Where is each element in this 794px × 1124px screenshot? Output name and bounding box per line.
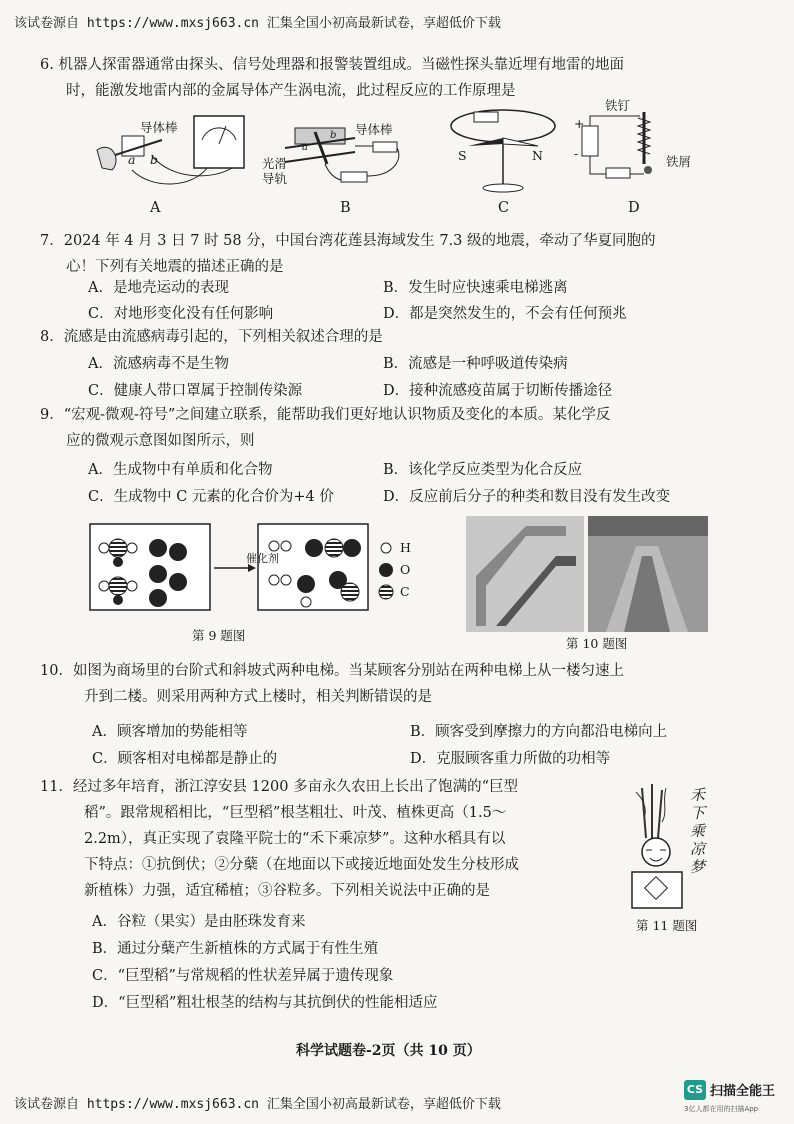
q6-fig-b-rail-label-2: 导轨 <box>262 171 288 186</box>
q11-option-c[interactable]: C．“巨型稻”与常规稻的性状差异属于遗传现象 <box>92 968 394 984</box>
q9-catalyst-label: 催化剂 <box>246 552 279 565</box>
q9-stem-line2: 应的微观示意图如图所示，则 <box>66 433 255 449</box>
q9-option-d[interactable]: D．反应前后分子的种类和数目没有发生改变 <box>383 489 671 505</box>
q8-option-b[interactable]: B．流感是一种呼吸道传染病 <box>383 356 568 372</box>
q10-escalator-photos <box>466 516 708 632</box>
q10-option-b[interactable]: B．顾客受到摩擦力的方向都沿电梯向上 <box>410 724 668 740</box>
q7-option-b[interactable]: B．发生时应快速乘电梯逃离 <box>383 280 568 296</box>
source-banner-bottom: 该试卷源自 https://www.mxsj663.cn 汇集全国小初高最新试卷，享超低价下载 <box>14 1097 501 1112</box>
q10-caption: 第 10 题图 <box>566 636 628 651</box>
q11-option-b[interactable]: B．通过分蘖产生新植株的方式属于有性生殖 <box>92 941 379 957</box>
q6-fig-a-label-b: b <box>150 152 159 167</box>
legend-o-marker <box>379 563 393 577</box>
q6-fig-d-filings-label: 铁屑 <box>666 154 692 169</box>
q6-fig-b-rod-label: 导体棒 <box>355 122 393 137</box>
q11-stem-line1: 11．经过多年培育，浙江淳安县 1200 多亩永久农田上长出了饱满的“巨型 <box>40 779 518 795</box>
q6-fig-c-north: N <box>532 148 543 163</box>
q9-caption: 第 9 题图 <box>192 628 246 643</box>
q7-option-c[interactable]: C．对地形变化没有任何影响 <box>88 306 274 322</box>
q6-option-d-label: D <box>628 200 640 216</box>
q10-stem-line1: 10．如图为商场里的台阶式和斜坡式两种电梯。当某顾客分别站在两种电梯上从一楼匀速上 <box>40 663 624 679</box>
q9-option-c[interactable]: C．生成物中 C 元素的化合价为+4 价 <box>88 489 334 505</box>
poster-char-2: 下 <box>690 804 706 822</box>
q9-option-a[interactable]: A．生成物中有单质和化合物 <box>88 462 273 478</box>
q8-stem: 8．流感是由流感病毒引起的，下列相关叙述合理的是 <box>40 329 383 345</box>
q7-stem-line1: 7．2024 年 4 月 3 日 7 时 58 分，中国台湾花莲县海域发生 7.3 级的地震，牵动了华夏同胞的 <box>40 233 656 249</box>
scanner-brand-tagline: 3亿人都在用的扫描App <box>684 1105 759 1113</box>
q6-stem-line2: 时，能激发地雷内部的金属导体产生涡电流，此过程反应的工作原理是 <box>66 83 516 99</box>
q6-option-b-label: B <box>340 200 351 216</box>
q9-legend-c: C <box>400 584 410 599</box>
poster-char-3: 乘 <box>690 822 706 840</box>
q6-figure-d <box>572 108 672 190</box>
q11-caption: 第 11 题图 <box>636 918 698 933</box>
page-footer: 科学试题卷-2页（共 10 页） <box>296 1043 481 1059</box>
q6-fig-b-label-b: b <box>330 130 337 141</box>
q8-option-d[interactable]: D．接种流感疫苗属于切断传播途径 <box>383 383 613 399</box>
q6-fig-a-label-a: a <box>128 152 136 167</box>
q6-fig-c-south: S <box>458 148 467 163</box>
q6-fig-d-plus: + <box>574 116 585 131</box>
q11-stem-line5: 新植株）力强，适宜稀植；③谷粒多。下列相关说法中正确的是 <box>84 883 490 899</box>
q11-option-a[interactable]: A．谷粒（果实）是由胚珠发育来 <box>92 914 306 930</box>
scanner-logo-icon: CS <box>684 1080 706 1100</box>
q7-stem-line2: 心！下列有关地震的描述正确的是 <box>66 259 284 275</box>
q8-option-a[interactable]: A．流感病毒不是生物 <box>88 356 229 372</box>
q10-option-c[interactable]: C．顾客相对电梯都是静止的 <box>92 751 278 767</box>
q11-poster-text <box>690 786 705 876</box>
q6-stem-line1: 6. 机器人探雷器通常由探头、信号处理器和报警装置组成。当磁性探头靠近埋有地雷的地面 <box>40 57 624 73</box>
q6-fig-d-nail-label: 铁钉 <box>605 98 631 113</box>
q7-option-a[interactable]: A．是地壳运动的表现 <box>88 280 229 296</box>
q6-fig-d-minus: - <box>574 146 579 161</box>
legend-c-marker <box>379 585 393 599</box>
q9-stem-line1: 9．“宏观-微观-符号”之间建立联系，能帮助我们更好地认识物质及变化的本质。某化学反 <box>40 407 611 423</box>
q6-option-c-label: C <box>498 200 510 216</box>
q9-legend-h: H <box>400 540 411 555</box>
scanner-brand-name: 扫描全能王 <box>710 1084 776 1099</box>
poster-char-4: 凉 <box>690 840 706 858</box>
q8-option-c[interactable]: C．健康人带口罩属于控制传染源 <box>88 383 303 399</box>
q10-stem-line2: 升到二楼。则采用两种方式上楼时，相关判断错误的是 <box>84 689 432 705</box>
q11-stem-line2: 稻”。跟常规稻相比，“巨型稻”根茎粗壮、叶茂、植株更高（1.5～ <box>84 805 507 821</box>
poster-char-1: 禾 <box>690 786 706 804</box>
q9-option-b[interactable]: B．该化学反应类型为化合反应 <box>383 462 583 478</box>
q11-stem-line3: 2.2m），真正实现了袁隆平院士的“禾下乘凉梦”。这种水稻具有以 <box>84 831 506 847</box>
legend-h-marker <box>381 543 391 553</box>
q10-option-d[interactable]: D．克服顾客重力所做的功相等 <box>410 751 611 767</box>
q10-option-a[interactable]: A．顾客增加的势能相等 <box>92 724 248 740</box>
q11-option-d[interactable]: D．“巨型稻”粗壮根茎的结构与其抗倒伏的性能相适应 <box>92 995 438 1011</box>
q9-legend-o: O <box>400 562 411 577</box>
q6-figure-b <box>285 118 415 193</box>
q6-fig-a-rod-label: 导体棒 <box>140 120 178 135</box>
q7-option-d[interactable]: D．都是突然发生的，不会有任何预兆 <box>383 306 627 322</box>
q11-stem-line4: 下特点：①抗倒伏；②分蘖（在地面以下或接近地面处发生分枝形成 <box>84 857 519 873</box>
q6-fig-b-label-a: a <box>302 142 308 153</box>
q6-option-a-label: A <box>150 200 161 216</box>
q6-fig-b-rail-label-1: 光滑 <box>262 156 288 171</box>
poster-char-5: 梦 <box>690 858 706 876</box>
source-banner: 该试卷源自 https://www.mxsj663.cn 汇集全国小初高最新试卷，享超低价下载 <box>14 16 501 31</box>
